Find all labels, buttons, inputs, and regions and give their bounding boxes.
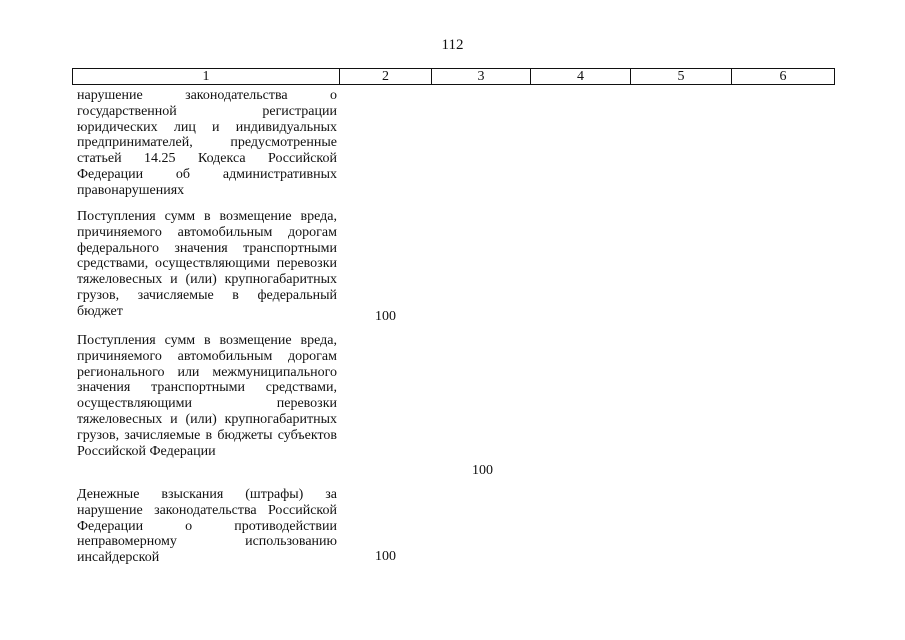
row-3-col-3-value: 100 (472, 463, 493, 478)
header-col-6: 6 (732, 69, 835, 85)
header-row (73, 69, 835, 85)
header-col-4: 4 (531, 69, 631, 85)
header-col-5: 5 (631, 69, 732, 85)
row-1-description: нарушение законодательства о государственной регистрации юридических лиц и индивидуальных предпринимателей, предусмотренные статьей 14.25 Кодекса Российской Федерации об административных правонарушениях (77, 88, 337, 198)
row-2-description: Поступления сумм в возмещение вреда, причиняемого автомобильным дорогам федерального значения транспортными средствами, осуществляющими перевозки тяжеловесных и (или) крупногабаритных грузов, зачисляемые в федеральный бюджет (77, 209, 337, 319)
row-4-col-2-value: 100 (375, 549, 396, 564)
header-col-3: 3 (432, 69, 531, 85)
header-col-2: 2 (340, 69, 432, 85)
row-4-description: Денежные взыскания (штрафы) за нарушение законодательства Российской Федерации о противодействии неправомерному использованию инсайдерской (77, 487, 337, 566)
header-col-1: 1 (73, 69, 340, 85)
table-header (72, 68, 835, 85)
page-number: 112 (441, 37, 464, 53)
row-2-col-2-value: 100 (375, 309, 396, 324)
row-3-description: Поступления сумм в возмещение вреда, причиняемого автомобильным дорогам регионального или межмуниципального значения транспортными средствами, осуществляющими перевозки тяжеловесных и (или) крупногабаритных грузов, зачисляемые в бюджеты субъектов Российской Федерации (77, 333, 337, 459)
